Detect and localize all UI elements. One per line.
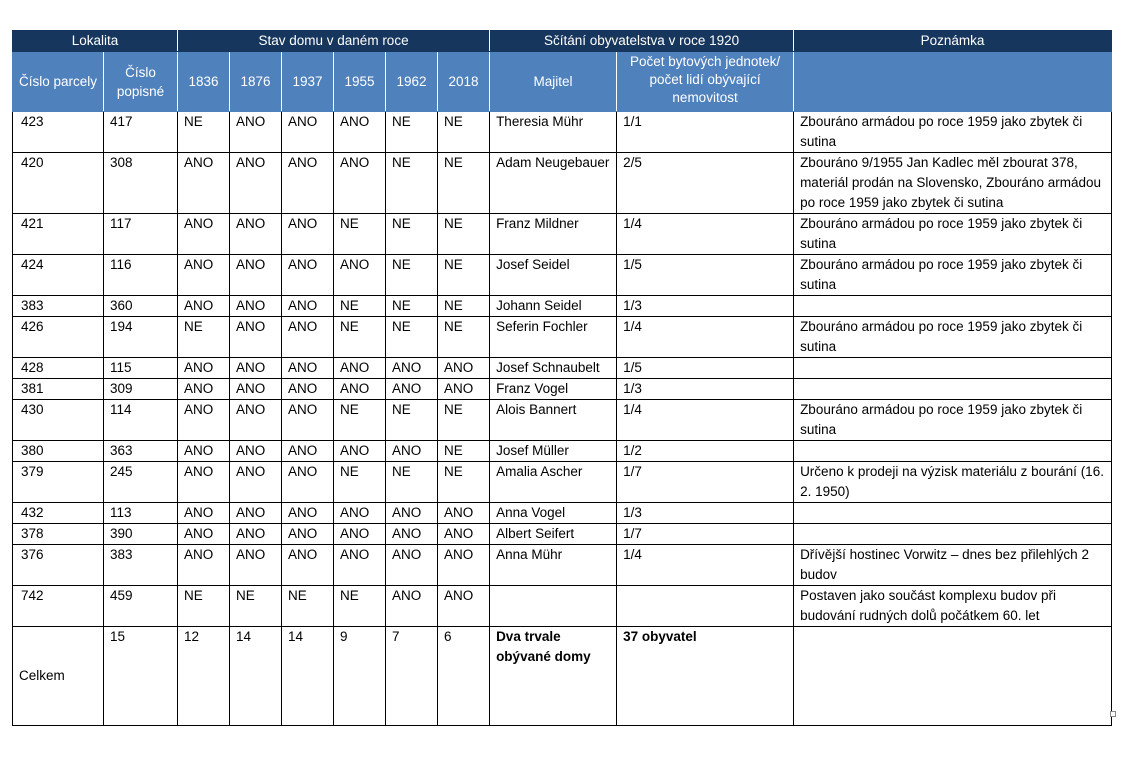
cell-y1955: ANO <box>334 255 386 296</box>
total-1937: 14 <box>282 627 334 726</box>
cell-parcela: 420 <box>13 153 104 214</box>
table-row <box>13 112 1112 153</box>
cell-y1836: ANO <box>178 153 230 214</box>
column-header-2018: 2018 <box>438 52 490 112</box>
column-header-majitel: Majitel <box>490 52 617 112</box>
cell-popisne: 116 <box>104 255 178 296</box>
cell-y1955: ANO <box>334 545 386 586</box>
cell-y1955: ANO <box>334 441 386 462</box>
cell-parcela: 376 <box>13 545 104 586</box>
cell-majitel: Josef Müller <box>490 441 617 462</box>
cell-y1836: ANO <box>178 296 230 317</box>
cell-popisne: 113 <box>104 503 178 524</box>
cell-y1836: ANO <box>178 358 230 379</box>
table-row <box>13 296 1112 317</box>
cell-majitel: Albert Seifert <box>490 524 617 545</box>
cell-y1876: ANO <box>230 214 282 255</box>
header-group-poznamka: Poznámka <box>794 31 1112 52</box>
cell-y1955: ANO <box>334 379 386 400</box>
cell-parcela: 424 <box>13 255 104 296</box>
cell-pocet: 1/2 <box>617 441 794 462</box>
cell-y1955: ANO <box>334 112 386 153</box>
cell-y1836: NE <box>178 112 230 153</box>
cell-y2018: ANO <box>438 545 490 586</box>
cell-popisne: 383 <box>104 545 178 586</box>
cell-y1937: ANO <box>282 255 334 296</box>
cell-y2018: NE <box>438 400 490 441</box>
cell-y1937: ANO <box>282 503 334 524</box>
cell-pocet: 1/4 <box>617 317 794 358</box>
total-row <box>13 627 1112 726</box>
header-group-scitani: Sčítání obyvatelstva v roce 1920 <box>490 31 794 52</box>
cell-y1937: ANO <box>282 379 334 400</box>
cell-majitel: Seferin Fochler <box>490 317 617 358</box>
cell-majitel: Johann Seidel <box>490 296 617 317</box>
cell-y1962: ANO <box>386 586 438 627</box>
cell-y1937: NE <box>282 586 334 627</box>
cell-y2018: NE <box>438 317 490 358</box>
cell-pocet: 1/7 <box>617 524 794 545</box>
cell-y1836: NE <box>178 586 230 627</box>
table-resize-handle[interactable] <box>1110 711 1116 717</box>
cell-pocet: 2/5 <box>617 153 794 214</box>
cell-parcela: 381 <box>13 379 104 400</box>
cell-poznamka <box>794 379 1112 400</box>
cell-y1962: ANO <box>386 524 438 545</box>
cell-y1836: ANO <box>178 545 230 586</box>
cell-parcela: 742 <box>13 586 104 627</box>
column-header-1876: 1876 <box>230 52 282 112</box>
cell-majitel: Franz Mildner <box>490 214 617 255</box>
cell-parcela: 430 <box>13 400 104 441</box>
cell-y1876: ANO <box>230 441 282 462</box>
total-2018: 6 <box>438 627 490 726</box>
cell-pocet <box>617 586 794 627</box>
cell-y1955: NE <box>334 462 386 503</box>
cell-poznamka: Zbouráno armádou po roce 1959 jako zbytek či sutina <box>794 214 1112 255</box>
table-row <box>13 441 1112 462</box>
cell-poznamka: Zbouráno armádou po roce 1959 jako zbytek či sutina <box>794 400 1112 441</box>
cell-y1962: NE <box>386 112 438 153</box>
cell-y1937: ANO <box>282 524 334 545</box>
cell-parcela: 421 <box>13 214 104 255</box>
total-label: Celkem <box>13 627 104 726</box>
cell-y1836: ANO <box>178 462 230 503</box>
cell-y1876: ANO <box>230 317 282 358</box>
cell-parcela: 383 <box>13 296 104 317</box>
table-body <box>13 112 1112 627</box>
table-row <box>13 524 1112 545</box>
table-row <box>13 358 1112 379</box>
cell-y2018: ANO <box>438 586 490 627</box>
cell-majitel: Franz Vogel <box>490 379 617 400</box>
cell-popisne: 308 <box>104 153 178 214</box>
cell-majitel: Alois Bannert <box>490 400 617 441</box>
cell-y1937: ANO <box>282 358 334 379</box>
table-row <box>13 214 1112 255</box>
cell-majitel: Anna Mühr <box>490 545 617 586</box>
cell-y1962: ANO <box>386 379 438 400</box>
cell-pocet: 1/3 <box>617 503 794 524</box>
total-1836: 12 <box>178 627 230 726</box>
cell-poznamka <box>794 503 1112 524</box>
cell-parcela: 426 <box>13 317 104 358</box>
cell-y1962: NE <box>386 317 438 358</box>
cell-parcela: 380 <box>13 441 104 462</box>
cell-y2018: NE <box>438 255 490 296</box>
cell-poznamka <box>794 524 1112 545</box>
cell-y1836: ANO <box>178 524 230 545</box>
cell-y1937: ANO <box>282 112 334 153</box>
cell-pocet: 1/4 <box>617 545 794 586</box>
cell-y1876: ANO <box>230 255 282 296</box>
cell-majitel: Anna Vogel <box>490 503 617 524</box>
cell-poznamka: Zbouráno armádou po roce 1959 jako zbytek či sutina <box>794 112 1112 153</box>
cell-popisne: 363 <box>104 441 178 462</box>
cell-y1876: ANO <box>230 296 282 317</box>
total-popisne: 15 <box>104 627 178 726</box>
cell-parcela: 428 <box>13 358 104 379</box>
column-header-poznamka <box>794 52 1112 112</box>
cell-majitel: Josef Schnaubelt <box>490 358 617 379</box>
cell-y1876: ANO <box>230 524 282 545</box>
census-table <box>12 30 1112 726</box>
table-row <box>13 400 1112 441</box>
cell-popisne: 245 <box>104 462 178 503</box>
cell-pocet: 1/5 <box>617 358 794 379</box>
cell-y1937: ANO <box>282 214 334 255</box>
cell-y1962: ANO <box>386 358 438 379</box>
cell-y1962: NE <box>386 255 438 296</box>
cell-popisne: 390 <box>104 524 178 545</box>
cell-pocet: 1/3 <box>617 379 794 400</box>
cell-popisne: 115 <box>104 358 178 379</box>
column-header-1836: 1836 <box>178 52 230 112</box>
cell-y2018: NE <box>438 153 490 214</box>
column-header-pocet: Počet bytových jednotek/ počet lidí obývající nemovitost <box>617 52 794 112</box>
cell-y1937: ANO <box>282 462 334 503</box>
cell-y1836: ANO <box>178 255 230 296</box>
cell-pocet: 1/4 <box>617 214 794 255</box>
total-pocet: 37 obyvatel <box>617 627 794 726</box>
cell-pocet: 1/7 <box>617 462 794 503</box>
cell-y1962: NE <box>386 296 438 317</box>
cell-y1937: ANO <box>282 153 334 214</box>
cell-y1876: ANO <box>230 112 282 153</box>
cell-y1836: ANO <box>178 441 230 462</box>
total-1955: 9 <box>334 627 386 726</box>
cell-majitel: Amalia Ascher <box>490 462 617 503</box>
cell-pocet: 1/1 <box>617 112 794 153</box>
cell-y2018: NE <box>438 441 490 462</box>
cell-parcela: 379 <box>13 462 104 503</box>
cell-poznamka: Zbouráno armádou po roce 1959 jako zbytek či sutina <box>794 255 1112 296</box>
total-1962: 7 <box>386 627 438 726</box>
cell-y1836: ANO <box>178 503 230 524</box>
column-header-parcela: Číslo parcely <box>13 52 104 112</box>
cell-y1876: ANO <box>230 379 282 400</box>
cell-popisne: 114 <box>104 400 178 441</box>
cell-y1876: ANO <box>230 358 282 379</box>
cell-y1962: ANO <box>386 503 438 524</box>
cell-parcela: 423 <box>13 112 104 153</box>
cell-popisne: 194 <box>104 317 178 358</box>
cell-y1962: NE <box>386 462 438 503</box>
cell-y2018: NE <box>438 462 490 503</box>
cell-y1955: NE <box>334 214 386 255</box>
table-row <box>13 462 1112 503</box>
cell-y1955: NE <box>334 317 386 358</box>
cell-parcela: 432 <box>13 503 104 524</box>
table-row <box>13 545 1112 586</box>
header-group-lokalita: Lokalita <box>13 31 178 52</box>
cell-y1955: ANO <box>334 358 386 379</box>
cell-y1962: NE <box>386 214 438 255</box>
table-row <box>13 255 1112 296</box>
cell-majitel <box>490 586 617 627</box>
cell-y1876: ANO <box>230 400 282 441</box>
table-row <box>13 317 1112 358</box>
cell-y1836: ANO <box>178 214 230 255</box>
cell-majitel: Adam Neugebauer <box>490 153 617 214</box>
cell-poznamka <box>794 358 1112 379</box>
table-row <box>13 153 1112 214</box>
header-group-stav-domu: Stav domu v daném roce <box>178 31 490 52</box>
cell-y1962: ANO <box>386 441 438 462</box>
table-row <box>13 586 1112 627</box>
cell-poznamka: Zbouráno 9/1955 Jan Kadlec měl zbourat 378, materiál prodán na Slovensko, Zbouráno armádou po roce 1959 jako zbytek či sutina <box>794 153 1112 214</box>
cell-pocet: 1/4 <box>617 400 794 441</box>
cell-y1955: ANO <box>334 503 386 524</box>
total-poznamka <box>794 627 1112 726</box>
header-column-row <box>13 52 1112 112</box>
cell-majitel: Josef Seidel <box>490 255 617 296</box>
cell-y1962: NE <box>386 153 438 214</box>
cell-y1937: ANO <box>282 317 334 358</box>
cell-pocet: 1/3 <box>617 296 794 317</box>
cell-y1876: ANO <box>230 153 282 214</box>
cell-y1876: NE <box>230 586 282 627</box>
cell-y1876: ANO <box>230 503 282 524</box>
cell-y2018: NE <box>438 112 490 153</box>
cell-y2018: ANO <box>438 524 490 545</box>
cell-y1955: ANO <box>334 524 386 545</box>
cell-y1836: NE <box>178 317 230 358</box>
cell-y2018: ANO <box>438 379 490 400</box>
cell-popisne: 117 <box>104 214 178 255</box>
cell-poznamka: Zbouráno armádou po roce 1959 jako zbytek či sutina <box>794 317 1112 358</box>
cell-y1962: NE <box>386 400 438 441</box>
column-header-1955: 1955 <box>334 52 386 112</box>
cell-poznamka: Určeno k prodeji na výzisk materiálu z bourání (16. 2. 1950) <box>794 462 1112 503</box>
table-row <box>13 379 1112 400</box>
cell-y1955: NE <box>334 586 386 627</box>
cell-y2018: NE <box>438 296 490 317</box>
cell-y1955: NE <box>334 296 386 317</box>
cell-y1937: ANO <box>282 400 334 441</box>
cell-poznamka: Dřívější hostinec Vorwitz – dnes bez přilehlých 2 budov <box>794 545 1112 586</box>
cell-poznamka <box>794 296 1112 317</box>
cell-popisne: 360 <box>104 296 178 317</box>
cell-y1955: NE <box>334 400 386 441</box>
cell-popisne: 459 <box>104 586 178 627</box>
table-row <box>13 503 1112 524</box>
cell-y1955: ANO <box>334 153 386 214</box>
cell-y1876: ANO <box>230 545 282 586</box>
total-majitel: Dva trvale obývané domy <box>490 627 617 726</box>
total-1876: 14 <box>230 627 282 726</box>
cell-y1876: ANO <box>230 462 282 503</box>
cell-y2018: ANO <box>438 358 490 379</box>
column-header-1962: 1962 <box>386 52 438 112</box>
cell-poznamka <box>794 441 1112 462</box>
header-group-row <box>13 31 1112 52</box>
cell-y1937: ANO <box>282 545 334 586</box>
cell-y1962: ANO <box>386 545 438 586</box>
column-header-popisne: Číslo popisné <box>104 52 178 112</box>
cell-popisne: 309 <box>104 379 178 400</box>
cell-y2018: ANO <box>438 503 490 524</box>
cell-y2018: NE <box>438 214 490 255</box>
cell-pocet: 1/5 <box>617 255 794 296</box>
cell-popisne: 417 <box>104 112 178 153</box>
cell-y1937: ANO <box>282 441 334 462</box>
column-header-1937: 1937 <box>282 52 334 112</box>
cell-majitel: Theresia Mühr <box>490 112 617 153</box>
cell-poznamka: Postaven jako součást komplexu budov při budování rudných dolů počátkem 60. let <box>794 586 1112 627</box>
cell-y1836: ANO <box>178 400 230 441</box>
cell-y1836: ANO <box>178 379 230 400</box>
cell-y1937: ANO <box>282 296 334 317</box>
cell-parcela: 378 <box>13 524 104 545</box>
